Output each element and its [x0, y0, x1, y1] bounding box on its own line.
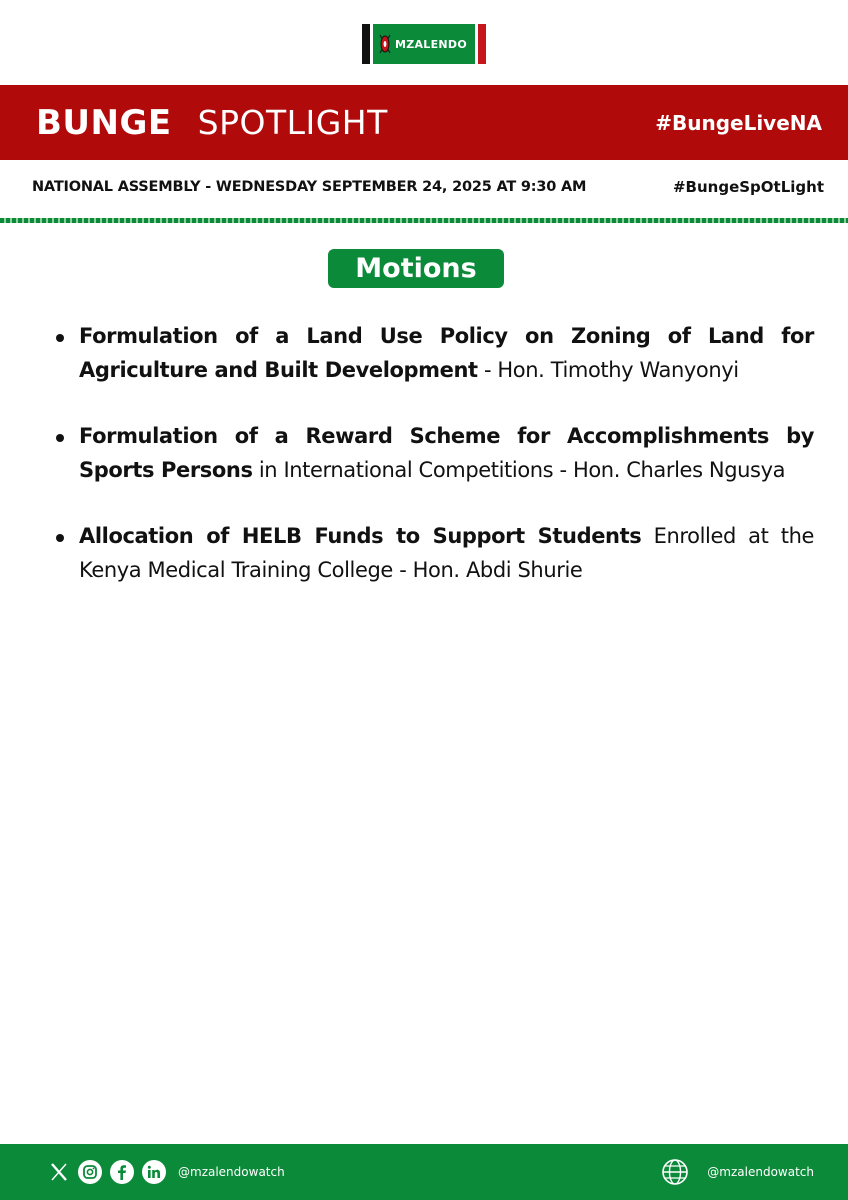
logo-area	[0, 24, 848, 64]
logo-black-stripe	[362, 24, 370, 64]
bullet-icon	[56, 434, 64, 442]
motion-sponsor: Enrolled at the Kenya Medical Training College - Hon. Abdi Shurie	[79, 524, 815, 582]
header-banner	[0, 85, 848, 160]
motion-title: Allocation of HELB Funds to Support Students	[79, 524, 642, 548]
banner-title	[36, 103, 388, 143]
instagram-icon[interactable]	[78, 1160, 102, 1184]
section-title-pill: Motions	[328, 249, 504, 288]
shield-icon	[379, 34, 391, 54]
social-handle[interactable]: @mzalendowatch	[178, 1165, 285, 1179]
bullet-icon	[56, 534, 64, 542]
banner-title-bold: BUNGE	[36, 102, 172, 143]
banner-title-light: SPOTLIGHT	[197, 102, 388, 142]
list-item	[56, 519, 814, 587]
web-handle[interactable]: @mzalendowatch	[707, 1165, 814, 1179]
logo-text: MZALENDO	[394, 37, 468, 51]
motions-list	[56, 319, 814, 619]
footer	[0, 1144, 848, 1200]
session-date-line: NATIONAL ASSEMBLY - WEDNESDAY SEPTEMBER 24, 2025 AT 9:30 AM	[32, 179, 587, 195]
logo-badge	[373, 24, 475, 64]
linkedin-icon[interactable]	[142, 1160, 166, 1184]
motion-sponsor: in International Competitions - Hon. Charles Ngusya	[252, 458, 786, 482]
subheader-hashtag: #BungeSpOtLight	[672, 178, 824, 196]
web-link	[661, 1158, 814, 1186]
decorative-divider	[0, 218, 848, 223]
x-icon[interactable]	[48, 1161, 70, 1183]
banner-hashtag: #BungeLiveNA	[655, 110, 822, 135]
motion-title: Formulation of a Land Use Policy on Zoning of Land for Agriculture and Built Development	[79, 324, 814, 382]
globe-icon[interactable]	[661, 1158, 689, 1186]
list-item	[56, 319, 814, 387]
logo-red-stripe	[478, 24, 486, 64]
mzalendo-logo	[362, 24, 486, 64]
subheader	[32, 178, 824, 196]
motion-title: Formulation of a Reward Scheme for Accomplishments by Sports Persons	[79, 424, 814, 482]
bullet-icon	[56, 334, 64, 342]
motion-sponsor: - Hon. Timothy Wanyonyi	[477, 358, 739, 382]
social-links	[48, 1160, 285, 1184]
list-item	[56, 419, 814, 487]
facebook-icon[interactable]	[110, 1160, 134, 1184]
